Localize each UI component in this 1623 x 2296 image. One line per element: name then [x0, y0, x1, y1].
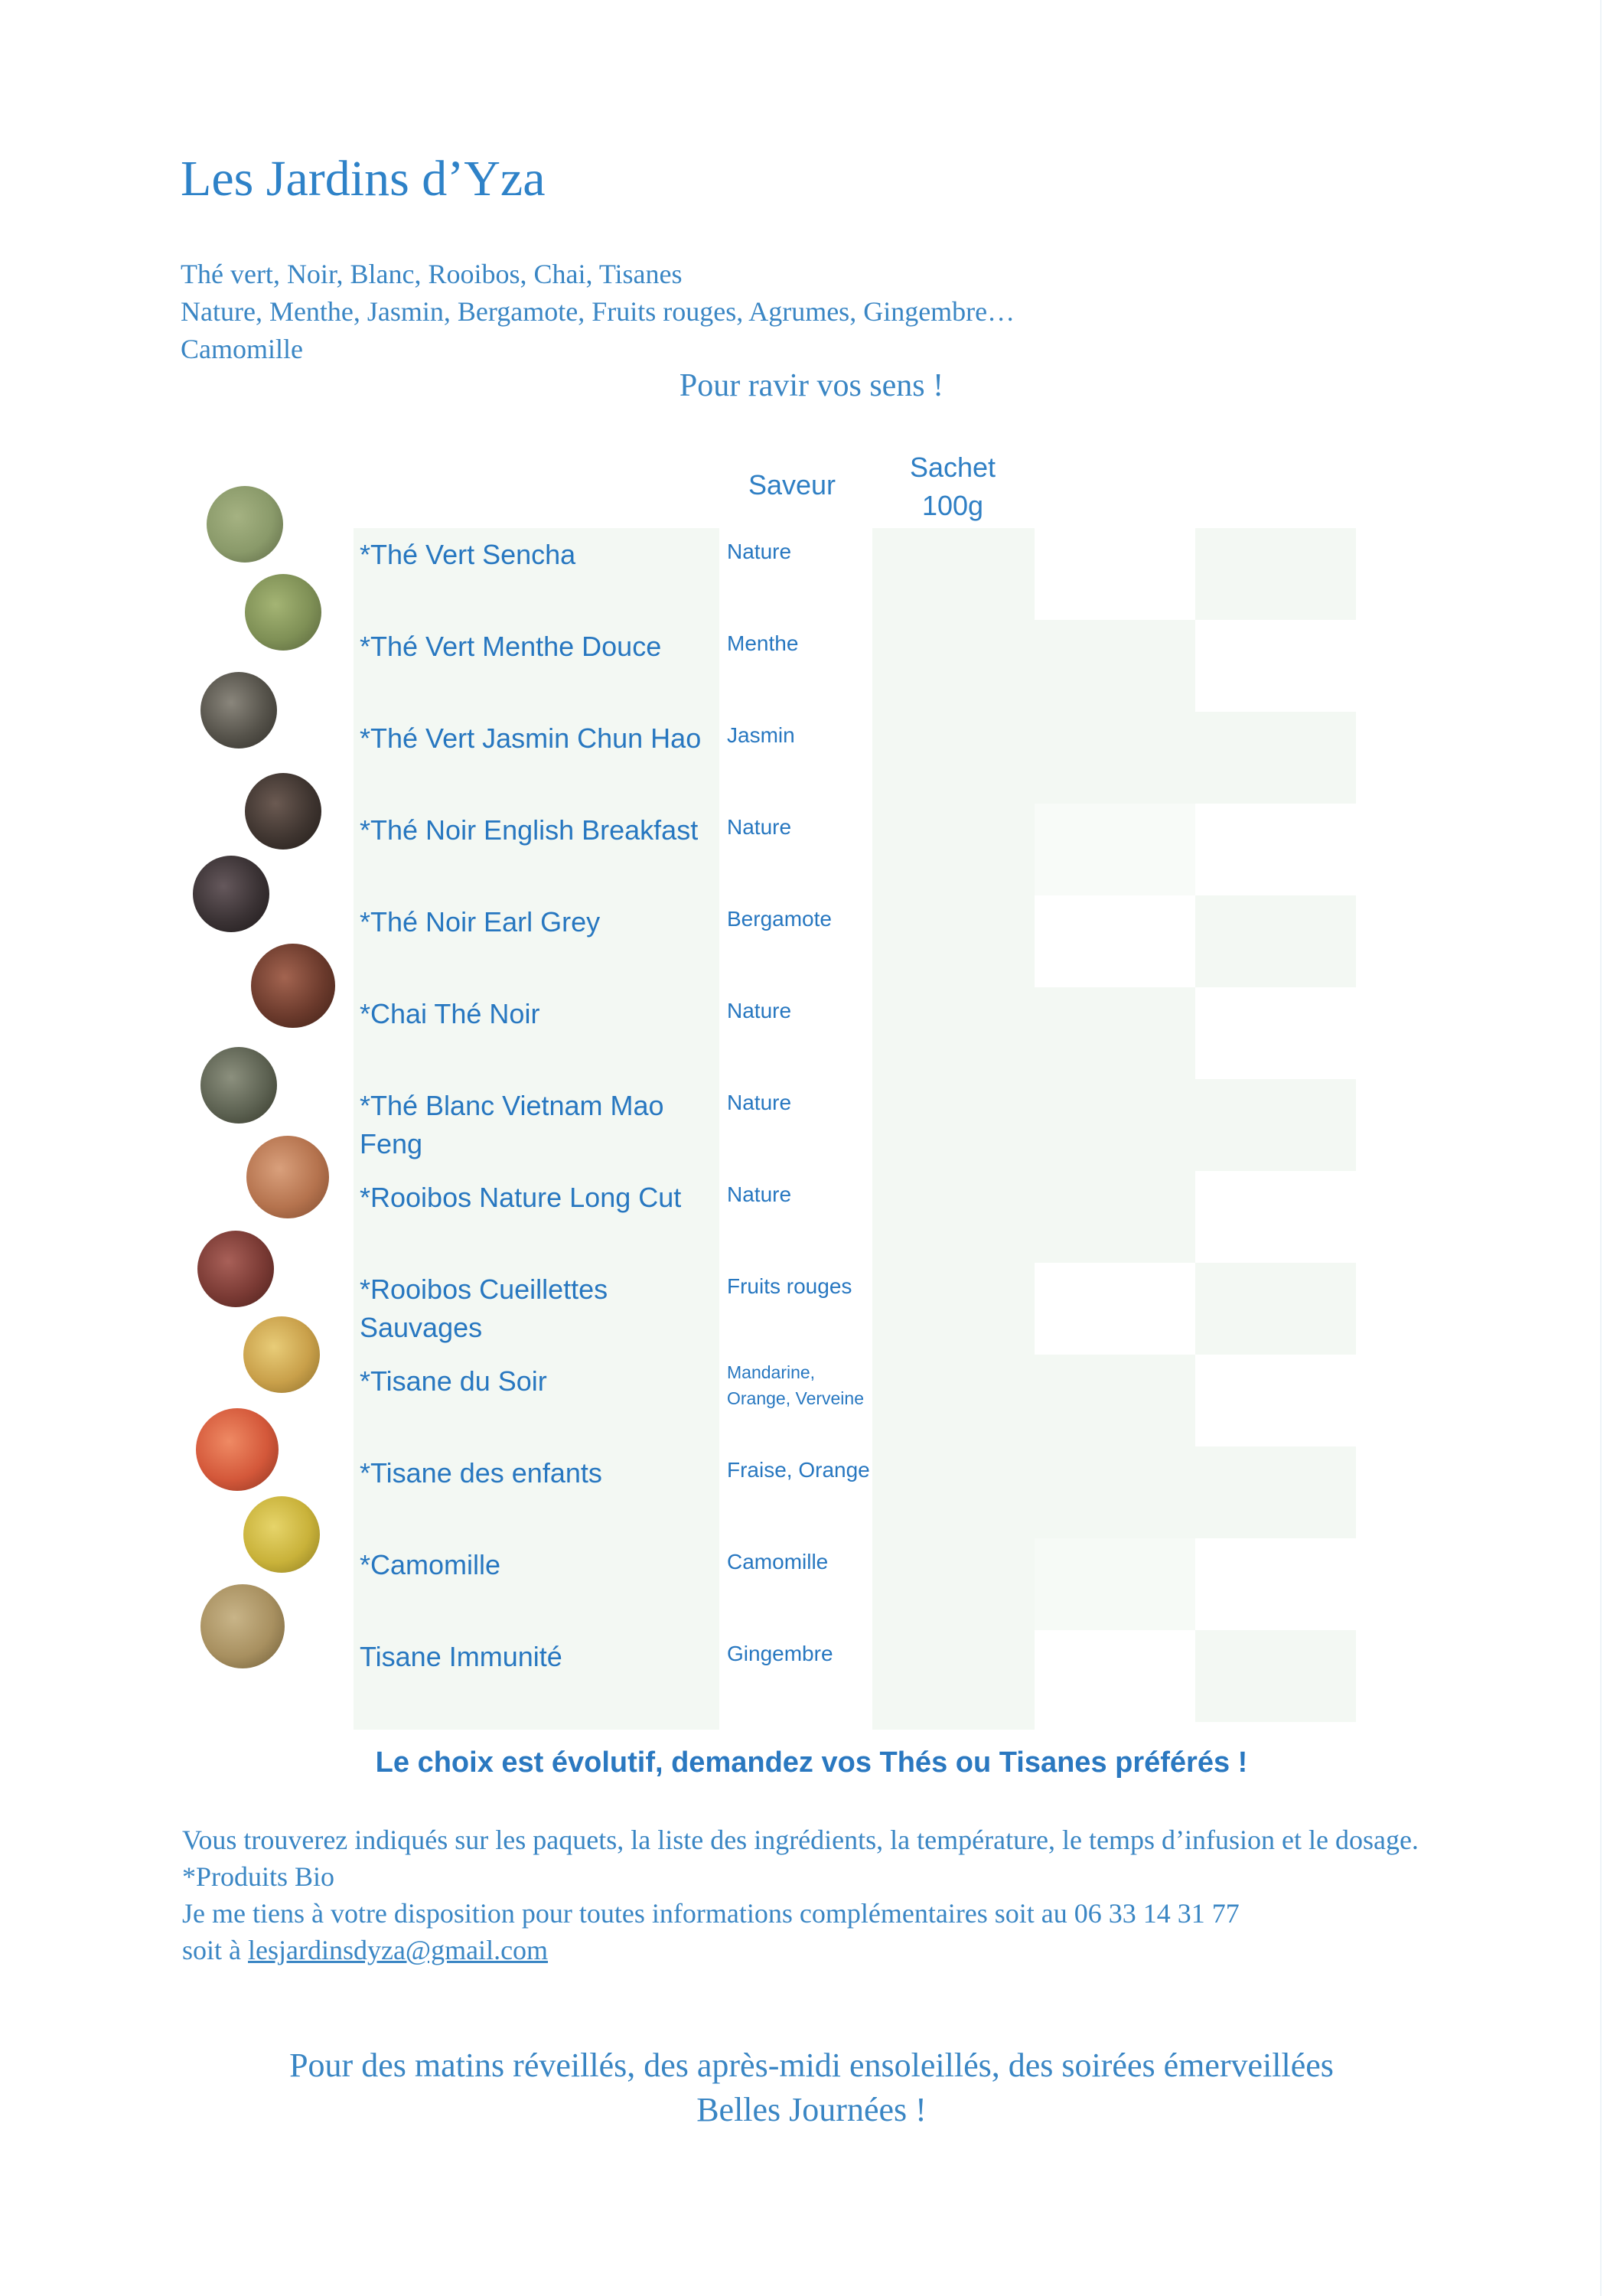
page-title: Les Jardins d’Yza — [181, 151, 546, 207]
tea-name: *Tisane du Soir — [360, 1365, 547, 1397]
tea-flavor: Nature — [727, 815, 792, 839]
tea-row — [0, 1630, 1623, 1722]
tea-leaf-image — [243, 1496, 320, 1573]
tea-name: *Camomille — [360, 1549, 501, 1580]
contact-line: Je me tiens à votre disposition pour toutes informations complémentaires soit au 06 33 14 31 77 — [182, 1898, 1240, 1929]
tea-row — [0, 712, 1623, 804]
tea-flavor: Bergamote — [727, 907, 832, 931]
call-to-action: Le choix est évolutif, demandez vos Thés ou Tisanes préférés ! — [375, 1746, 1248, 1779]
tea-flavor: Nature — [727, 1091, 792, 1114]
tea-leaf-image — [200, 672, 277, 748]
tea-row — [0, 895, 1623, 987]
tea-leaf-image — [245, 574, 321, 651]
tea-leaf-image — [251, 944, 335, 1028]
info-section — [182, 1821, 1437, 1968]
tea-flavor: Fruits rouges — [727, 1274, 852, 1298]
tea-name: *Tisane des enfants — [360, 1457, 602, 1489]
email-line — [182, 1932, 1437, 1968]
tea-name: *Thé Vert Menthe Douce — [360, 631, 662, 662]
tea-name: Tisane Immunité — [360, 1641, 562, 1672]
organic-note: *Produits Bio — [182, 1861, 335, 1892]
closing-line-2: Belles Journées ! — [696, 2091, 927, 2128]
tea-flavor: Jasmin — [727, 723, 795, 747]
column-header-sachet-line2: 100g — [921, 490, 984, 521]
tea-row — [0, 1079, 1623, 1171]
tea-leaf-image — [246, 1136, 329, 1218]
tea-name: *Rooibos Nature Long Cut — [360, 1182, 682, 1213]
column-header-sachet-line1: Sachet — [909, 452, 996, 483]
tea-name: *Thé Vert Sencha — [360, 539, 576, 570]
tea-flavor: Menthe — [727, 631, 799, 655]
tea-flavor: Nature — [727, 540, 792, 563]
tagline: Pour ravir vos sens ! — [679, 368, 944, 403]
closing-text — [0, 2043, 1623, 2132]
tea-flavor: Nature — [727, 999, 792, 1022]
tea-name: *Thé Vert Jasmin Chun Hao — [360, 722, 702, 754]
info-paragraph: Vous trouverez indiqués sur les paquets, la liste des ingrédients, la température, le temps d’infusion et le dosage. — [182, 1825, 1419, 1855]
email-link[interactable]: lesjardinsdyza@gmail.com — [248, 1935, 549, 1965]
intro-line-2: Nature, Menthe, Jasmin, Bergamote, Fruits rouges, Agrumes, Gingembre… — [181, 296, 1015, 327]
tea-name: *Thé Noir Earl Grey — [360, 906, 601, 938]
tea-leaf-image — [245, 773, 321, 850]
intro-line-1: Thé vert, Noir, Blanc, Rooibos, Chai, Tisanes — [181, 259, 683, 289]
tea-leaf-image — [207, 486, 283, 563]
tea-row — [0, 528, 1623, 620]
column-header-sachet — [872, 448, 1033, 525]
tea-name: *Thé Blanc Vietnam Mao Feng — [360, 1090, 664, 1159]
tea-name: *Thé Noir English Breakfast — [360, 814, 699, 846]
tea-leaf-image — [196, 1408, 279, 1491]
tea-row — [0, 1263, 1623, 1355]
tea-row — [0, 1446, 1623, 1538]
tea-flavor: Mandarine, Orange, Verveine — [727, 1362, 865, 1408]
column-header-saveur: Saveur — [748, 469, 836, 501]
intro-line-3: Camomille — [181, 334, 303, 364]
tea-leaf-image — [197, 1231, 274, 1307]
tea-leaf-image — [200, 1584, 285, 1668]
tea-name: *Chai Thé Noir — [360, 998, 540, 1029]
intro-text — [181, 256, 1015, 368]
email-prefix: soit à — [182, 1935, 241, 1965]
closing-line-1: Pour des matins réveillés, des après-midi ensoleillés, des soirées émerveillées — [289, 2047, 1334, 2084]
tea-leaf-image — [193, 856, 269, 932]
tea-flavor: Gingembre — [727, 1642, 833, 1665]
tea-leaf-image — [243, 1316, 320, 1393]
tea-name: *Rooibos Cueillettes Sauvages — [360, 1274, 608, 1343]
tea-flavor: Nature — [727, 1182, 792, 1206]
tea-flavor: Fraise, Orange — [727, 1458, 870, 1482]
tea-flavor: Camomille — [727, 1550, 829, 1574]
tea-leaf-image — [200, 1047, 277, 1124]
